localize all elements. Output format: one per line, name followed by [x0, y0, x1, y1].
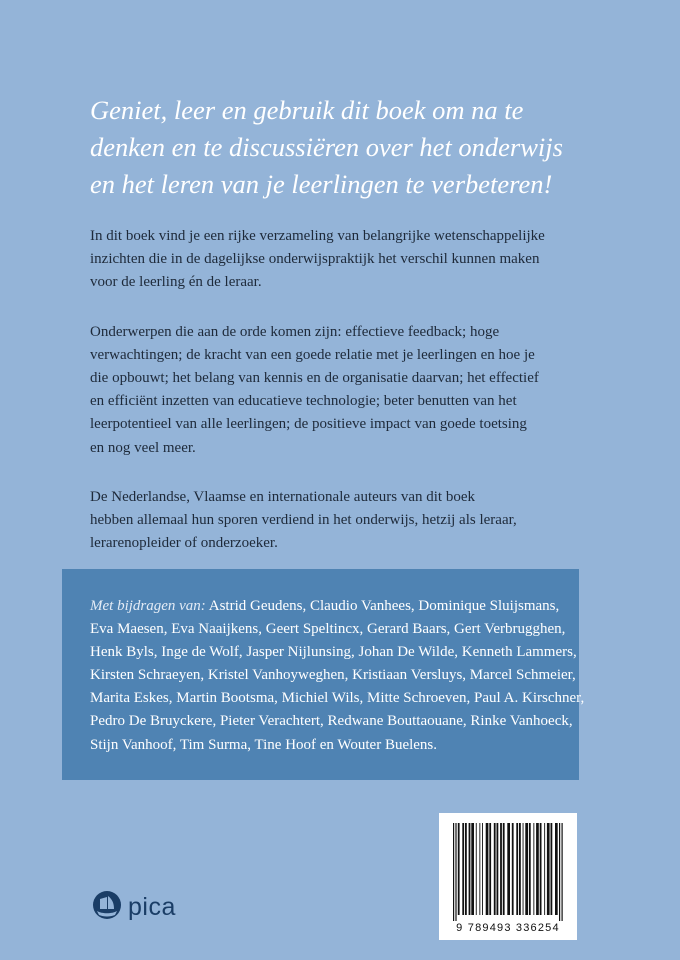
text-line: In dit boek vind je een rijke verzameling van belangrijke wetenschappelijke: [90, 228, 545, 244]
barcode-bar: [494, 823, 496, 915]
barcode-bar: [529, 823, 531, 915]
text-line: inzichten die in de dagelijkse onderwijspraktijk het verschil kunnen maken: [90, 251, 540, 268]
text-line: De Nederlandse, Vlaamse en internationale auteurs van dit boek: [90, 488, 475, 505]
text-line: leerpotentieel van alle leerlingen; de positieve impact van goede toetsing: [90, 416, 527, 433]
barcode-bar: [536, 823, 539, 915]
blurb: [90, 225, 590, 581]
barcode-bar: [519, 823, 521, 915]
barcode-bar: [516, 823, 518, 915]
barcode-bar: [503, 823, 505, 915]
barcode-bar: [540, 823, 542, 915]
barcode-bar: [523, 823, 524, 915]
barcode-bar: [559, 823, 560, 921]
blurb-paragraph-intro: [90, 225, 590, 295]
contributors-lead: Met bijdragen van:: [90, 598, 206, 614]
text-line: lerarenopleider of onderzoeker.: [90, 535, 278, 552]
contributors-line: Eva Maesen, Eva Naaijkens, Geert Speltincx, Gerard Baars, Gert Verbrugghen,: [90, 621, 566, 638]
barcode-bar: [479, 823, 480, 915]
contributors-list: [90, 595, 585, 757]
blurb-paragraph-authors: [90, 486, 590, 556]
pica-ship-logo-icon: [92, 890, 122, 925]
barcode-bar: [497, 823, 499, 915]
tagline-line: en het leren van je leerlingen te verbeteren!: [90, 169, 553, 199]
barcode-bar: [482, 823, 483, 915]
barcode-bars: [449, 823, 567, 921]
barcode-bar: [486, 823, 489, 915]
barcode-bar: [551, 823, 553, 915]
barcode-bar: [555, 823, 558, 915]
tagline-line: Geniet, leer en gebruik dit boek om na te: [90, 95, 524, 125]
contributors-line: Marita Eskes, Martin Bootsma, Michiel Wils, Mitte Schroeven, Paul A. Kirschner,: [90, 690, 585, 707]
barcode-bar: [455, 823, 456, 921]
barcode-bar: [469, 823, 471, 915]
barcode-bar: [462, 823, 464, 915]
text-line: Onderwerpen die aan de orde komen zijn: effectieve feedback; hoge: [90, 323, 500, 340]
barcode-bar: [500, 823, 502, 915]
tagline-line: denken en te discussiëren over het onderwijs: [90, 132, 563, 162]
contributors-line: Kirsten Schraeyen, Kristel Vanhoyweghen, Kristiaan Versluys, Marcel Schmeier,: [90, 667, 576, 684]
barcode-bar: [525, 823, 528, 915]
tagline: [90, 92, 650, 203]
barcode-bar: [507, 823, 510, 915]
publisher-logo: [92, 892, 176, 922]
isbn-number: 9 789493 336254: [456, 922, 560, 934]
barcode-bar: [458, 823, 460, 915]
contributors-line: [90, 595, 570, 618]
barcode-bar: [465, 823, 467, 915]
barcode-bar: [476, 823, 477, 915]
contributors-panel: [62, 569, 585, 780]
barcode-bar: [453, 823, 454, 921]
blurb-paragraph-topics: [90, 321, 590, 460]
barcode-bar: [544, 823, 545, 915]
barcode: [439, 813, 577, 940]
text-line: verwachtingen; de kracht van een goede relatie met je leerlingen en hoe je: [90, 346, 535, 363]
barcode-bar: [547, 823, 550, 915]
text-line: voor de leerling én de leraar.: [90, 274, 262, 291]
contributors-line: Henk Byls, Inge de Wolf, Jasper Nijlunsing, Johan De Wilde, Kenneth Lammers,: [90, 644, 577, 661]
barcode-bar: [562, 823, 563, 921]
publisher-name: pica: [128, 892, 176, 921]
barcode-bar: [512, 823, 514, 915]
text-line: en efficiënt inzetten van educatieve technologie; beter benutten van het: [90, 393, 517, 410]
contributors-line: Pedro De Bruyckere, Pieter Verachtert, Redwane Bouttaouane, Rinke Vanhoeck,: [90, 713, 573, 730]
contributors-line: Stijn Vanhoof, Tim Surma, Tine Hoof en Wouter Buelens.: [90, 736, 438, 753]
text-line: hebben allemaal hun sporen verdiend in het onderwijs, hetzij als leraar,: [90, 512, 517, 529]
barcode-bar: [533, 823, 534, 915]
barcode-bar: [471, 823, 474, 915]
barcode-bar: [489, 823, 491, 915]
text-line: die opbouwt; het belang van kennis en de organisatie daarvan; het effectief: [90, 370, 539, 387]
contributors-first-names: Astrid Geudens, Claudio Vanhees, Dominique Sluijsmans,: [205, 598, 560, 614]
text-line: en nog veel meer.: [90, 439, 196, 456]
